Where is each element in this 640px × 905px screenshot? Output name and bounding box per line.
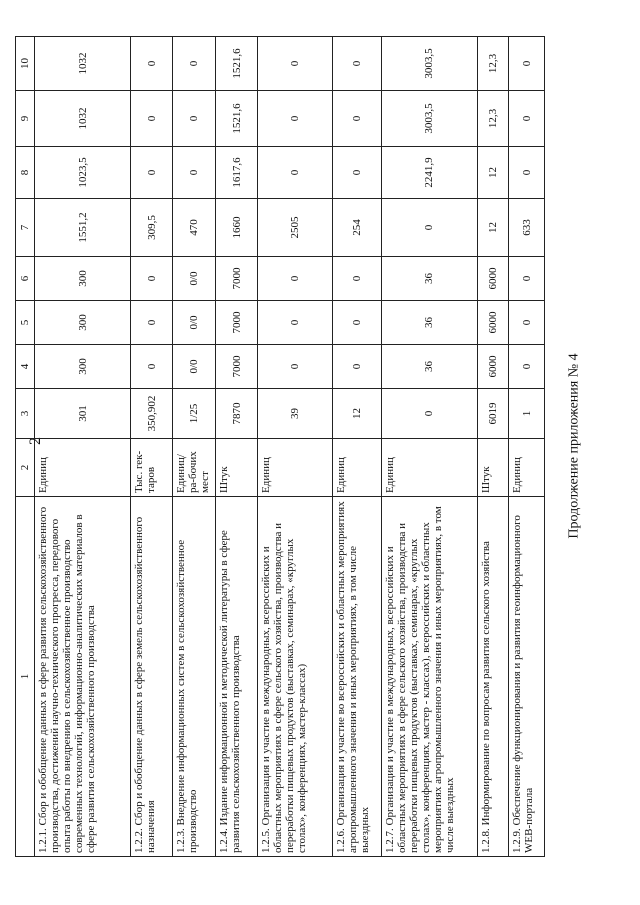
row-value-cell: 470: [173, 199, 216, 257]
row-value-cell: 7870: [216, 389, 258, 439]
row-name-cell: 1.2.5. Организация и участие в международных, всероссийских и областных мероприятиях в сфере сельского хозяйства, производства и переработки пищевых продуктов (выставках, семинарах, «круглых столах», конференциях, мастер-классах): [258, 497, 333, 857]
row-value-cell: 0: [333, 301, 381, 345]
header-cell: 6: [16, 257, 35, 301]
header-cell: 3: [16, 389, 35, 439]
header-cell: 5: [16, 301, 35, 345]
table-row: [173, 37, 216, 857]
header-cell: 9: [16, 91, 35, 147]
row-value-cell: 301: [35, 389, 131, 439]
row-value-cell: 7000: [216, 257, 258, 301]
row-value-cell: 254: [333, 199, 381, 257]
row-value-cell: 0/0: [173, 301, 216, 345]
table-row: [258, 37, 333, 857]
row-value-cell: 1032: [35, 91, 131, 147]
header-cell: 4: [16, 345, 35, 389]
row-value-cell: 633: [509, 199, 545, 257]
row-unit-cell: Штук: [477, 439, 508, 497]
row-value-cell: 300: [35, 345, 131, 389]
header-cell: 1: [16, 497, 35, 857]
row-value-cell: 0: [333, 37, 381, 91]
table-row: [381, 37, 477, 857]
row-value-cell: 0: [258, 301, 333, 345]
row-unit-cell: Единиц: [381, 439, 477, 497]
row-value-cell: 6000: [477, 301, 508, 345]
row-value-cell: 0: [509, 91, 545, 147]
row-value-cell: 12: [333, 389, 381, 439]
row-value-cell: 0: [333, 91, 381, 147]
row-value-cell: 1660: [216, 199, 258, 257]
row-value-cell: 7000: [216, 345, 258, 389]
row-value-cell: 0: [131, 147, 173, 199]
table-row: [131, 37, 173, 857]
row-value-cell: 0: [131, 257, 173, 301]
row-value-cell: 3003,5: [381, 37, 477, 91]
row-value-cell: 0: [333, 345, 381, 389]
row-value-cell: 0: [173, 91, 216, 147]
row-value-cell: 0: [381, 199, 477, 257]
row-value-cell: 12: [477, 199, 508, 257]
table-row: [35, 37, 131, 857]
row-value-cell: 0: [509, 257, 545, 301]
table-row: [333, 37, 381, 857]
row-value-cell: 12,3: [477, 37, 508, 91]
appendix-note: Продолжение приложения № 4: [566, 353, 582, 539]
row-value-cell: 36: [381, 301, 477, 345]
row-unit-cell: Единиц: [258, 439, 333, 497]
header-cell: 10: [16, 37, 35, 91]
row-unit-cell: Единиц: [35, 439, 131, 497]
row-value-cell: 36: [381, 345, 477, 389]
row-value-cell: 6000: [477, 345, 508, 389]
table-row: [477, 37, 508, 857]
row-value-cell: 0/0: [173, 345, 216, 389]
row-value-cell: 7000: [216, 301, 258, 345]
row-value-cell: 0: [131, 91, 173, 147]
row-value-cell: 2505: [258, 199, 333, 257]
row-value-cell: 6019: [477, 389, 508, 439]
row-value-cell: 0: [258, 91, 333, 147]
row-name-cell: 1.2.2. Сбор и обобщение данных в сфере земель сельскохозяйственного назначения: [131, 497, 173, 857]
row-value-cell: 0/0: [173, 257, 216, 301]
row-value-cell: 2241,9: [381, 147, 477, 199]
row-value-cell: 0: [131, 345, 173, 389]
row-value-cell: 1521,6: [216, 91, 258, 147]
header-cell: 8: [16, 147, 35, 199]
row-value-cell: 0: [333, 257, 381, 301]
row-value-cell: 350,902: [131, 389, 173, 439]
header-row: [16, 37, 35, 857]
table-row: [509, 37, 545, 857]
row-value-cell: 0: [509, 301, 545, 345]
row-value-cell: 36: [381, 257, 477, 301]
header-cell: 2: [16, 439, 35, 497]
row-value-cell: 300: [35, 301, 131, 345]
row-unit-cell: Единиц: [333, 439, 381, 497]
row-value-cell: 0: [131, 301, 173, 345]
row-value-cell: 0: [173, 37, 216, 91]
row-value-cell: 309,5: [131, 199, 173, 257]
row-value-cell: 0: [381, 389, 477, 439]
row-value-cell: 0: [509, 37, 545, 91]
row-name-cell: 1.2.7. Организация и участие в международных, всероссийских и областных мероприятиях в сфере сельского хозяйства, производства и переработки пищевых продуктов (выставках, семинарах, «круглых столах», конференциях, мастер - классах), всероссийских и областных мероприятиях агропромышленного значения и иных мероприятиях, в том числе выездных: [381, 497, 477, 857]
header-cell: 7: [16, 199, 35, 257]
row-name-cell: 1.2.8. Информирование по вопросам развития сельского хозяйства: [477, 497, 508, 857]
row-name-cell: 1.2.4. Издание информационной и методической литературы в сфере развития сельскохозяйственного производства: [216, 497, 258, 857]
row-value-cell: 1521,6: [216, 37, 258, 91]
row-value-cell: 300: [35, 257, 131, 301]
row-value-cell: 39: [258, 389, 333, 439]
row-value-cell: 0: [258, 37, 333, 91]
row-unit-cell: Единиц: [509, 439, 545, 497]
row-name-cell: 1.2.3. Внедрение информационных систем в сельскохозяйственное производство: [173, 497, 216, 857]
row-value-cell: 0: [258, 345, 333, 389]
row-value-cell: 1617,6: [216, 147, 258, 199]
row-value-cell: 0: [333, 147, 381, 199]
row-unit-cell: Тыс. гек-таров: [131, 439, 173, 497]
row-value-cell: 1023,5: [35, 147, 131, 199]
row-name-cell: 1.2.1. Сбор и обобщение данных в сфере развития сельскохозяйственного производства, достижений научно-технического прогресса, передового опыта работы по внедрению в сельскохозяйственное производство современных технологий, информационно-аналитических материалов в сфере развития сельскохозяйственного производства: [35, 497, 131, 857]
row-value-cell: 0: [258, 147, 333, 199]
row-value-cell: 6000: [477, 257, 508, 301]
row-value-cell: 0: [509, 147, 545, 199]
row-value-cell: 12: [477, 147, 508, 199]
row-value-cell: 1551,2: [35, 199, 131, 257]
row-name-cell: 1.2.9. Обеспечение функционирования и развития геоинформационного WEB-портала: [509, 497, 545, 857]
row-value-cell: 12,3: [477, 91, 508, 147]
table-row: [216, 37, 258, 857]
row-value-cell: 1032: [35, 37, 131, 91]
row-name-cell: 1.2.6. Организация и участие во всероссийских и областных мероприятиях агропромышленного значения и иных мероприятиях, в том числе выездных: [333, 497, 381, 857]
row-value-cell: 0: [509, 345, 545, 389]
row-value-cell: 3003,5: [381, 91, 477, 147]
row-value-cell: 1: [509, 389, 545, 439]
page-number: 2: [27, 437, 44, 445]
row-unit-cell: Штук: [216, 439, 258, 497]
row-unit-cell: Единиц/ра-бочих мест: [173, 439, 216, 497]
rotated-table-container: [15, 37, 545, 857]
data-table: [15, 36, 545, 857]
row-value-cell: 0: [173, 147, 216, 199]
row-value-cell: 0: [131, 37, 173, 91]
row-value-cell: 0: [258, 257, 333, 301]
row-value-cell: 1/25: [173, 389, 216, 439]
